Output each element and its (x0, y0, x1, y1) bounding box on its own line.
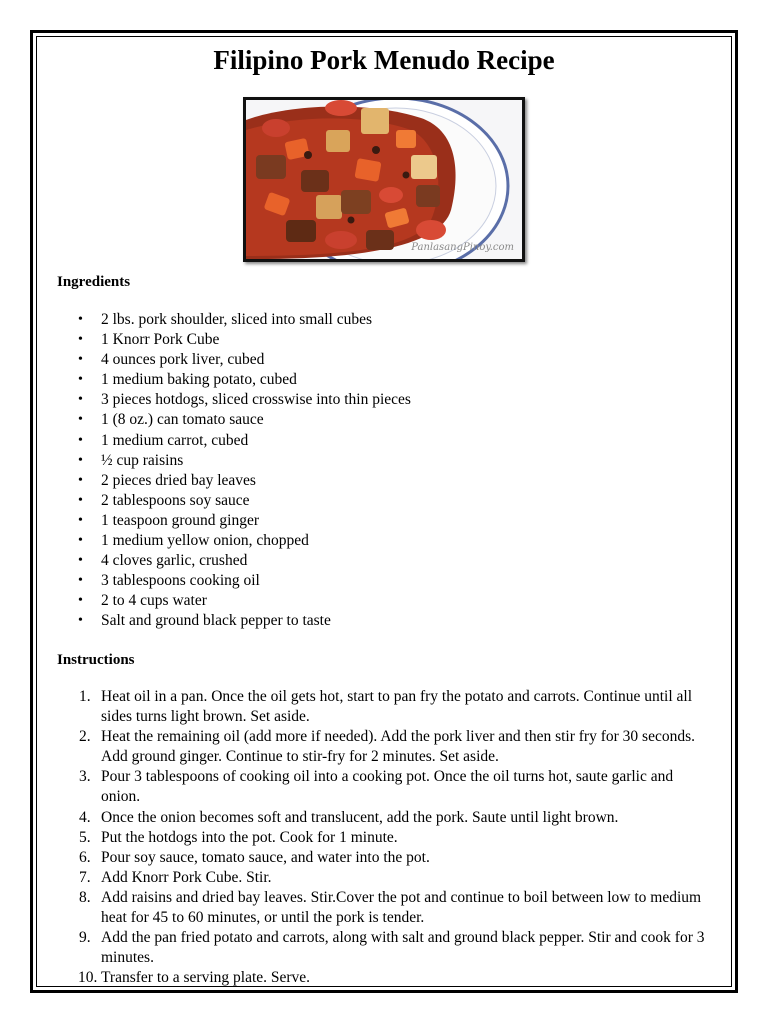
step-number: 3. (79, 768, 91, 786)
ingredient-item: • 1 medium baking potato, cubed (101, 370, 411, 390)
ingredient-item: • 2 tablespoons soy sauce (101, 491, 411, 511)
instruction-step (79, 767, 716, 807)
step-text: Add raisins and dried bay leaves. Stir.Cover the pot and continue to boil between low to medium heat for 45 to 60 minutes, or until the pork is tender. (101, 888, 702, 927)
photo-watermark: PanlasangPinoy.com (411, 242, 514, 253)
step-text: Transfer to a serving plate. Serve. (101, 969, 311, 987)
ingredient-item: • 3 tablespoons cooking oil (101, 571, 411, 591)
step-number: 10. (78, 969, 98, 987)
ingredient-list (101, 310, 411, 632)
step-number: 5. (79, 828, 91, 846)
step-text: Heat oil in a pan. Once the oil gets hot, start to pan fry the potato and carrots. Continue until all sides turns light brown. Set aside. (101, 688, 693, 726)
ingredient-item: • 3 pieces hotdogs, sliced crosswise into thin pieces (101, 390, 411, 410)
step-text: Once the onion becomes soft and translucent, add the pork. Saute until light brown. (101, 808, 619, 826)
ingredient-item: • 1 medium carrot, cubed (101, 431, 411, 451)
step-text: Add Knorr Pork Cube. Stir. (101, 868, 272, 886)
instruction-step (79, 888, 716, 928)
ingredient-item: • ½ cup raisins (101, 451, 411, 471)
ingredient-item: • 1 teaspoon ground ginger (101, 511, 411, 531)
instruction-step (79, 808, 716, 828)
step-text: Pour 3 tablespoons of cooking oil into a cooking pot. Once the oil turns hot, saute garlic and onion. (101, 768, 674, 806)
ingredient-item: • 4 ounces pork liver, cubed (101, 350, 411, 370)
ingredient-item: • Salt and ground black pepper to taste (101, 611, 411, 631)
step-text: Put the hotdogs into the pot. Cook for 1 minute. (101, 828, 398, 846)
ingredient-item: • 1 medium yellow onion, chopped (101, 531, 411, 551)
instruction-step (79, 868, 716, 888)
recipe-title: Filipino Pork Menudo Recipe (213, 45, 555, 75)
step-text: Pour soy sauce, tomato sauce, and water into the pot. (101, 848, 430, 866)
instruction-step (79, 828, 716, 848)
instruction-step (78, 968, 716, 988)
ingredient-item: • 2 pieces dried bay leaves (101, 471, 411, 491)
ingredients-heading: Ingredients (57, 274, 131, 290)
ingredient-item: • 2 lbs. pork shoulder, sliced into small cubes (101, 310, 411, 330)
instruction-step (79, 687, 716, 727)
step-number: 6. (79, 848, 91, 866)
ingredient-item: • 1 Knorr Pork Cube (101, 330, 411, 350)
step-number: 1. (79, 688, 91, 705)
instruction-step (79, 848, 716, 868)
step-number: 2. (79, 728, 91, 746)
ingredient-item: • 4 cloves garlic, crushed (101, 551, 411, 571)
instruction-step (79, 928, 716, 968)
step-number: 9. (79, 929, 91, 947)
step-number: 7. (79, 868, 91, 886)
step-text: Heat the remaining oil (add more if needed). Add the pork liver and then stir fry for 30 seconds. Add ground ginger. Continue to stir-fry for 2 minutes. Set aside. (101, 728, 695, 766)
step-text: Add the pan fried potato and carrots, along with salt and ground black pepper. Stir and cook for 3 minutes. (101, 929, 705, 967)
instruction-step (79, 727, 716, 767)
ingredient-item: • 2 to 4 cups water (101, 591, 411, 611)
step-number: 8. (79, 888, 91, 906)
menudo-photo (243, 97, 525, 262)
ingredient-item: • 1 (8 oz.) can tomato sauce (101, 410, 411, 430)
instructions-heading: Instructions (57, 652, 135, 668)
step-number: 4. (79, 808, 91, 826)
instruction-steps (78, 687, 716, 988)
